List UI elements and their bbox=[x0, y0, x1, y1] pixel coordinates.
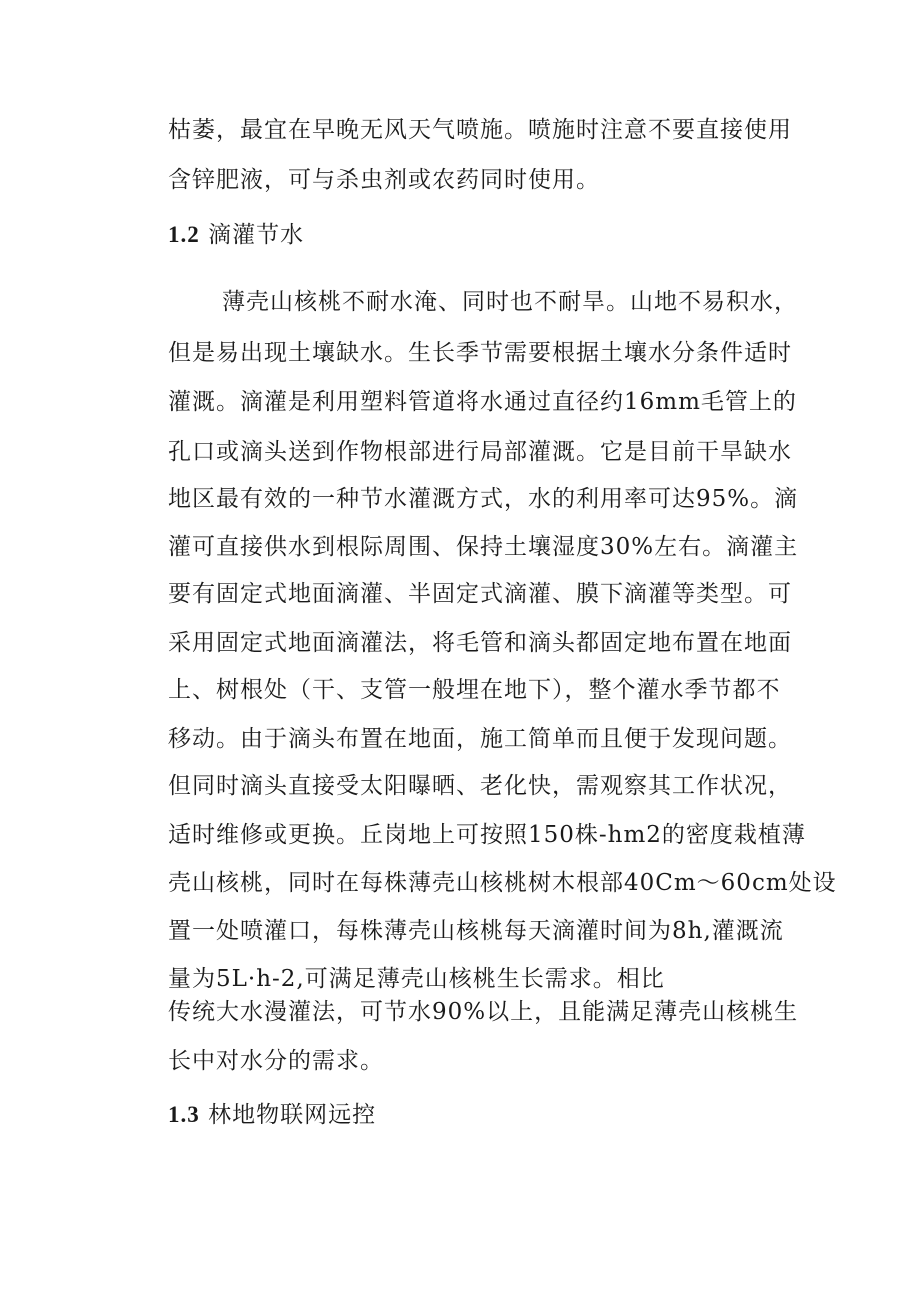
section-number: 1.2 bbox=[168, 222, 200, 247]
paragraph-line: 薄壳山核桃不耐水淹、同时也不耐旱。山地不易积水， bbox=[222, 289, 798, 315]
paragraph-line: 采用固定式地面滴灌法，将毛管和滴头都固定地布置在地面 bbox=[168, 630, 792, 656]
paragraph-line: 长中对水分的需求。 bbox=[168, 1048, 384, 1074]
section-title: 林地物联网远控 bbox=[208, 1102, 377, 1128]
paragraph-line: 要有固定式地面滴灌、半固定式滴灌、膜下滴灌等类型。可 bbox=[168, 581, 792, 607]
section-heading-1-3 bbox=[168, 1099, 376, 1131]
paragraph-line: 灌可直接供水到根际周围、保持土壤湿度30%左右。滴灌主 bbox=[168, 534, 799, 560]
paragraph-line: 灌溉。滴灌是利用塑料管道将水通过直径约16mm毛管上的 bbox=[168, 389, 797, 415]
paragraph-line: 适时维修或更换。丘岗地上可按照150株-hm2的密度栽植薄 bbox=[168, 822, 806, 848]
paragraph-line: 壳山核桃，同时在每株薄壳山核桃树木根部40Cm～60cm处设 bbox=[168, 870, 837, 896]
paragraph-line: 枯萎，最宜在早晚无风天气喷施。喷施时注意不要直接使用 bbox=[168, 117, 792, 143]
paragraph-line: 含锌肥液，可与杀虫剂或农药同时使用。 bbox=[168, 167, 600, 193]
paragraph-line: 地区最有效的一种节水灌溉方式，水的利用率可达95%。滴 bbox=[168, 486, 799, 512]
section-number: 1.3 bbox=[168, 1102, 200, 1127]
paragraph-line: 上、树根处（干、支管一般埋在地下），整个灌水季节都不 bbox=[168, 677, 781, 703]
section-title: 滴灌节水 bbox=[208, 222, 305, 248]
paragraph-line: 但是易出现土壤缺水。生长季节需要根据土壤水分条件适时 bbox=[168, 340, 792, 366]
paragraph-line: 孔口或滴头送到作物根部进行局部灌溉。它是目前干旱缺水 bbox=[168, 439, 792, 465]
paragraph-line: 移动。由于滴头布置在地面，施工简单而且便于发现问题。 bbox=[168, 726, 792, 752]
paragraph-line: 传统大水漫灌法，可节水90%以上，且能满足薄壳山核桃生 bbox=[168, 999, 799, 1025]
paragraph-line: 但同时滴头直接受太阳曝晒、老化快，需观察其工作状况， bbox=[168, 773, 792, 799]
paragraph-line: 量为5L·h-2,可满足薄壳山核桃生长需求。相比 bbox=[168, 966, 665, 992]
paragraph-line: 置一处喷灌口，每株薄壳山核桃每天滴灌时间为8h,灌溉流 bbox=[168, 918, 784, 944]
section-heading-1-2 bbox=[168, 219, 304, 251]
